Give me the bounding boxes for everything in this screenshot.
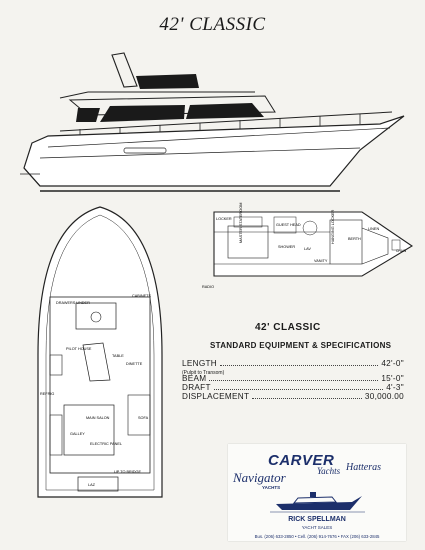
hatteras-logo: Hatteras (346, 462, 381, 473)
spec-row-displacement (182, 392, 404, 401)
main-label-sofa: SOFA (138, 416, 149, 420)
spec-label: LENGTH (182, 359, 218, 368)
main-label-main-salon: MAIN SALON (86, 416, 110, 420)
main-label-cabinets: CABINETS (132, 294, 151, 298)
navigator-logo: Navigator (233, 470, 286, 485)
spec-row-draft (182, 383, 404, 392)
spec-label: DRAFT (182, 383, 211, 392)
lower-label-berth: BERTH (348, 237, 361, 241)
spec-value: 4'-3" (386, 383, 404, 392)
spec-label: BEAM (182, 374, 207, 383)
lower-label-radio: RADIO (202, 285, 215, 289)
spec-row-length (182, 359, 404, 368)
spec-value: 42'-0" (381, 359, 404, 368)
lower-label-locker: LOCKER (216, 217, 232, 221)
main-label-pilot-house: PILOT HOUSE (66, 347, 92, 351)
main-label-table: TABLE (112, 354, 124, 358)
lower-label-vanity: VANITY (314, 259, 328, 263)
lower-label-linen: LINEN (368, 227, 380, 231)
rep-name: RICK SPELLMAN (288, 516, 346, 523)
spec-row-beam (182, 374, 404, 383)
lower-label-shower: SHOWER (278, 245, 296, 249)
lower-label-master-stateroom: MASTER STATEROOM (239, 202, 243, 243)
main-label-lazarette: LAZ (88, 483, 95, 487)
spec-value: 15'-0" (381, 374, 404, 383)
navigator-yachts-sub: YACHTS (262, 485, 281, 490)
spec-length-note: (Pulpit to Transom) (182, 370, 225, 376)
carver-yachts-script: Yachts (317, 466, 341, 476)
page-title: 42' CLASSIC (159, 14, 266, 35)
spec-subheading: STANDARD EQUIPMENT & SPECIFICATIONS (210, 341, 392, 350)
rep-title: YACHT SALES (301, 525, 333, 530)
main-label-drawers-under: DRAWERS UNDER (56, 301, 90, 305)
spec-label: DISPLACEMENT (182, 392, 250, 401)
lower-label-hanging-locker: HANGING LOCKER (331, 209, 335, 244)
contact-phones: Bus. (206) 633-2850 • Cell. (206) 914-7676 • FAX (206) 633-2845 (254, 534, 380, 539)
main-label-electric-panel: ELECTRIC PANEL (90, 442, 123, 446)
lower-label-lav: LAV (304, 247, 311, 251)
main-label-galley: GALLEY (70, 432, 85, 436)
lower-label-guest-head: GUEST HEAD (276, 223, 301, 227)
yacht-icon (270, 490, 365, 514)
carver-logo: CARVER (268, 452, 335, 469)
lower-deck-plan (202, 202, 417, 298)
spec-value: 30,000.00 (364, 392, 404, 401)
spec-heading: 42' CLASSIC (255, 322, 321, 333)
main-label-dinette: DINETTE (126, 362, 143, 366)
main-label-up-to-bridge: UP TO BRIDGE (114, 470, 142, 474)
lower-label-chain: CHAIN (396, 249, 407, 253)
main-label-refrig: REFRIG (40, 392, 55, 396)
main-deck-plan (28, 205, 178, 505)
boat-profile-drawing (0, 40, 425, 200)
